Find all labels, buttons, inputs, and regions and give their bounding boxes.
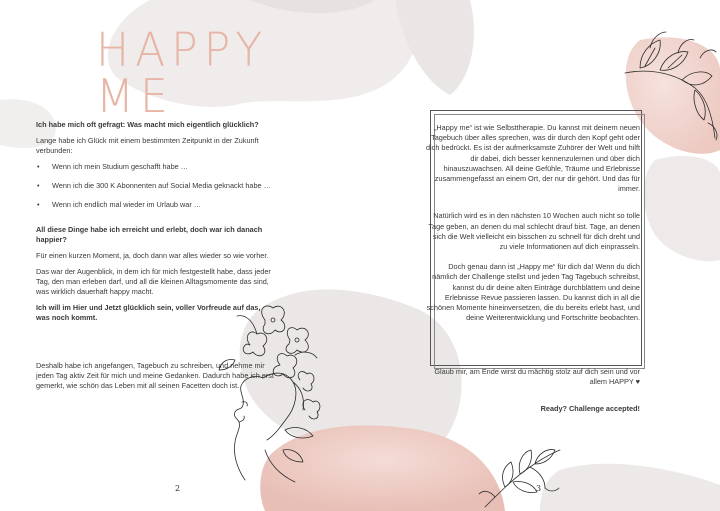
page-number: 2 <box>175 484 181 493</box>
leaf-branch-bottom-right-icon <box>475 432 565 511</box>
second-question-heading: All diese Dinge habe ich erreicht und erlebt, doch war ich danach happier? <box>36 225 263 244</box>
realization-paragraph: Das war der Augenblick, in dem ich für mich festgestellt habe, dass jeder Tag, den man erleben darf, und all die kleinen Alltagsmomente das sind, was wirklich dauerhaft happy macht. <box>36 267 271 296</box>
bad-days-paragraph: Natürlich wird es in den nächsten 10 Wochen auch nicht so tolle Tage geben, an denen du mal schlecht drauf bist. Tage, an denen sich die Welt vielleicht ein bisschen zu schnell für dich dreht und zu viele Informationen auf dich einprasseln. <box>428 211 640 252</box>
list-item: • Wenn ich die 300 K Abonnenten auf Social Media geknackt habe … <box>36 181 276 191</box>
moment-paragraph: Für einen kurzen Moment, ja, doch dann war alles wieder so wie vorher. <box>36 251 269 260</box>
intro-paragraph: Lange habe ich Glück mit einem bestimmten Zeitpunkt in der Zukunft verbunden: <box>36 136 259 155</box>
closing-text <box>426 367 640 432</box>
page-title: HAPPY ME <box>96 23 269 124</box>
intro-paragraph: „Happy me“ ist wie Selbsttherapie. Du kannst mit deinem neuen Tagebuch über alles sprechen, was dir durch den Kopf geht oder dich bedrückt. Es ist der aufmerksamste Zuhörer der Welt und hilft dir dabei, dich besser kennenzulernen und über dich hinauszuwachsen. All deine Gefühle, Träume und Erlebnisse zusammengefasst an einem Ort, der nur dir gehört. Und das für immer. <box>426 123 640 194</box>
bullet-list <box>36 162 276 210</box>
flower-face-line-art-icon <box>195 300 335 490</box>
challenge-accepted: Ready? Challenge accepted! <box>540 404 640 414</box>
challenge-paragraph: Doch genau dann ist „Happy me“ für dich da! Wenn du dich nämlich der Challenge stellst und jeden Tag Tagebuch schreibst, kannst du dir deine alten Einträge durchblättern und deine Erlebnisse Revue passieren lassen. Du kannst dich in all die schönen Momente hineinversetzen, die du bereits erlebt hast, und deine Weiterentwicklung und Fortschritte beobachten. <box>426 262 640 323</box>
page-number: 3 <box>536 484 542 493</box>
right-page <box>360 0 720 511</box>
framed-text <box>426 123 640 340</box>
list-item: • Wenn ich endlich mal wieder im Urlaub war … <box>36 200 276 210</box>
list-item: • Wenn ich mein Studium geschafft habe … <box>36 162 276 172</box>
proud-paragraph: Glaub mir, am Ende wirst du mächtig stolz auf dich sein und vor allem HAPPY ♥ <box>434 367 640 387</box>
bold-statement: Ich will im Hier und Jetzt glücklich sein, voller Vorfreude auf das, was noch kommt. <box>36 303 261 322</box>
question-heading: Ich habe mich oft gefragt: Was macht mich eigentlich glücklich? <box>36 120 259 129</box>
journal-paragraph: Deshalb habe ich angefangen, Tagebuch zu schreiben, und nehme mir jeden Tag aktiv Zeit für mich und meine Gedanken. Dadurch habe ich erst gemerkt, wie schön das Leben mit all seinen Facetten doch ist. <box>36 361 274 390</box>
